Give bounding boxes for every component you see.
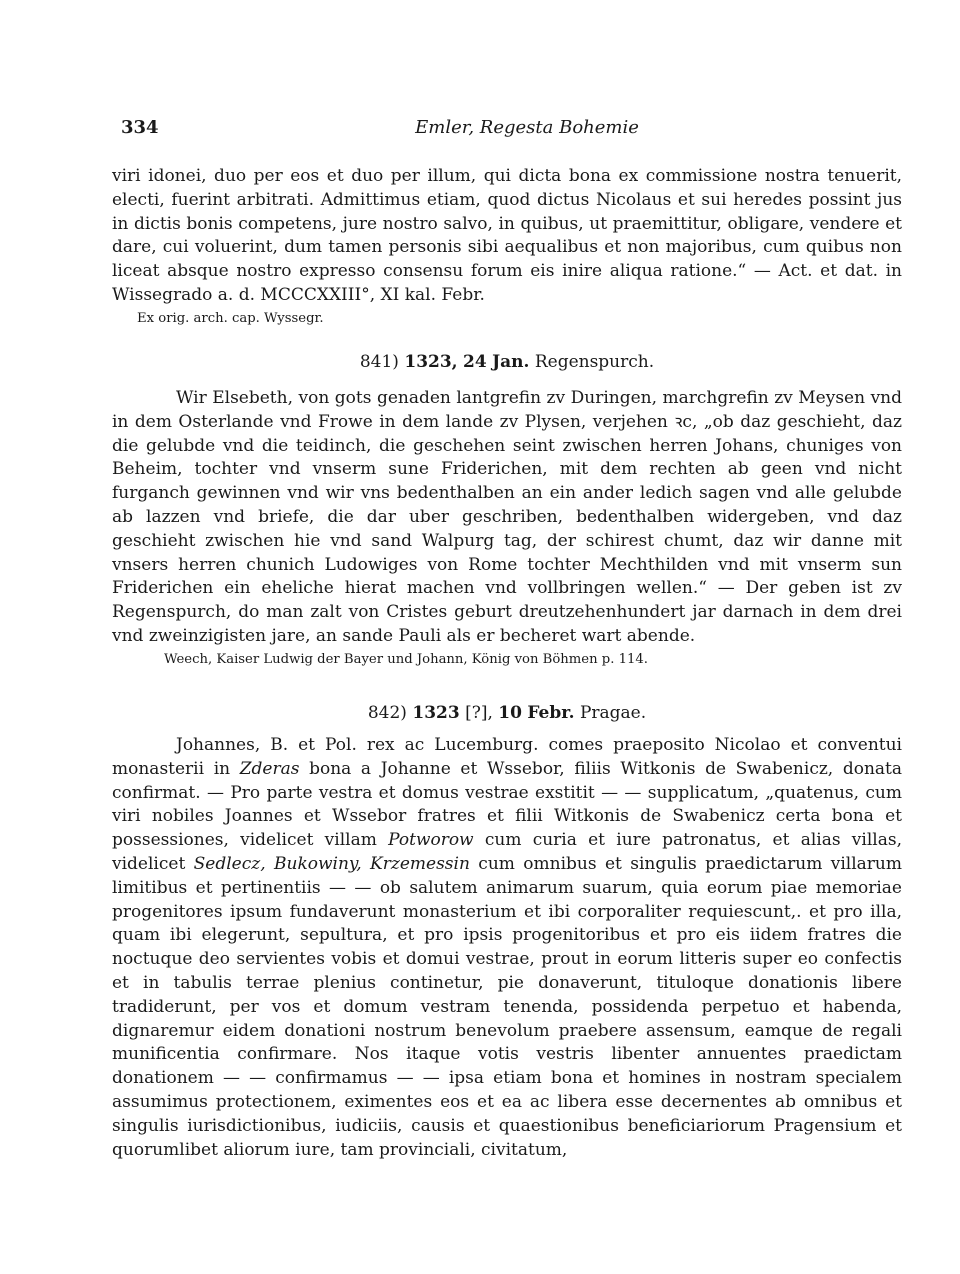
entry-842-text-part-1: Johannes, B. et Pol. rex ac Lucemburg. comes praeposito Nicolao et conventui monasterii in xyxy=(112,735,902,779)
entry-841-month: Jan. xyxy=(492,352,530,372)
entry-841-heading xyxy=(112,352,902,372)
page-number: 334 xyxy=(121,117,159,138)
entry-842-text-part-4: cum omnibus et singulis praedictarum villarum limitibus et pertinentiis — — ob salutem animarum suarum, quia eorum piae memoriae progenitores ipsum fundaverunt monasterium et ibi corporaliter requiescunt,. et pro illa, quam ibi elegerunt, sepultura, et pro ipsis progenitoribus et pro eis iidem fratres die noctuque deo servientes vobis et domui vestrae, prout in eorum litteris super eo confectis et in tabulis terrae plenius continetur, pie donaverunt, tituloque donationis libere tradiderunt, per vos et domum vestram tenenda, possidenda perpetuo et habenda, dignaremur eidem donationi nostrum benevolum praebere assensum, eamque de regali munificentia confirmare. Nos itaque votis vestris libenter annuentes praedictam donationem — — confirmamus — — ipsa etiam bona et homines in nostram specialem assumimus protectionem, eximentes eos et ea ac libera esse decernentes ab omnibus et singulis iurisdictionibus, iudiciis, causis et quaestionibus beneficiariorum Pragensium et quorumlibet aliorum iure, tam provinciali, civitatum, xyxy=(112,853,902,1160)
entry-842-number: 842) xyxy=(367,703,407,723)
entry-841-body xyxy=(112,387,902,671)
entry-842-text xyxy=(112,734,902,1162)
place-names-villages: Sedlecz, Bukowiny, Krzemessin xyxy=(193,853,470,874)
place-name-zderas: Zderas xyxy=(239,758,300,779)
entry-842-text-part-3: cum curia et iure patronatus, et alias villas, videlicet xyxy=(112,830,902,874)
entry-842-month: Febr. xyxy=(527,703,575,723)
page-header xyxy=(112,117,902,143)
carryover-block xyxy=(112,165,902,330)
entry-841-day: 24 xyxy=(463,352,487,372)
carryover-paragraph: viri idonei, duo per eos et duo per illum, qui dicta bona ex commissione nostra tenuerit, electi, fuerint arbitrati. Admittimus etiam, quod dictus Nicolaus et sui heredes possint jus in dictis bonis competens, jure nostro salvo, in quibus, ut praemittitur, obligare, vendere et dare, cui voluerint, dum tamen personis sibi aequalibus et non majoribus, cum quibus non liceat absque nostro expresso consensu forum eis inire aliqua ratione.“ — Act. et dat. in Wissegrado a. d. MCCCXXIII°, XI kal. Febr. xyxy=(112,166,902,305)
entry-841-place: Regenspurch. xyxy=(534,352,655,372)
carryover-source: Ex orig. arch. cap. Wyssegr. xyxy=(137,310,324,326)
entry-841-year: 1323, xyxy=(404,352,458,372)
entry-842-day: 10 xyxy=(498,703,522,723)
entry-841-number: 841) xyxy=(359,352,399,372)
running-title: Emler, Regesta Bohemie xyxy=(415,117,639,138)
entry-842-year: 1323 xyxy=(412,703,460,723)
entry-841-source: Weech, Kaiser Ludwig der Bayer und Johann, König von Böhmen p. 114. xyxy=(164,651,648,667)
entry-842-heading xyxy=(112,703,902,723)
entry-842-text-part-2: bona a Johanne et Wssebor, filiis Witkonis de Swabenicz, donata confirmat. — Pro parte vestra et domus vestrae exstitit — — supplicatum, „quatenus, cum viri nobiles Joannes et Wssebor fratres et filii Witkonis de Swabenicz certa bona et possessiones, videlicet villam xyxy=(112,758,902,851)
entry-842-body xyxy=(112,734,902,1162)
entry-842-qualifier: [?], xyxy=(465,703,493,723)
document-page xyxy=(112,0,902,1274)
entry-841-text: Wir Elsebeth, von gots genaden lantgrefin zv Duringen, marchgrefin zv Meysen vnd in dem Osterlande vnd Frowe in dem lande zv Plysen, verjehen ꝛc, „ob daz geschieht, daz die gelubde vnd die teidinch, die geschehen seint zwischen herren Johans, chuniges von Beheim, tochter vnd vnserm sune Friderichen, mit dem rechten ab geen vnd nicht furganch gewinnen vnd wir vns bedenthalben an ein ander ledich sagen vnd alle gelubde ab lazzen vnd briefe, die dar uber geschriben, bedenthalben widergeben, vnd daz geschieht zwischen hie vnd sand Walpurg tag, der schirest chumt, daz wir danne mit vnsers herren chunich Ludowiges von Rome tochter Mechthilden vnd mit vnserm sun Friderichen ein eheliche hierat machen vnd vollbringen wellen.“ — Der geben ist zv Regenspurch, do man zalt von Cristes geburt dreutzehenhundert jar darnach in dem drei vnd zweinzigisten jare, an sande Pauli als er becheret wart abende. xyxy=(112,388,902,646)
place-name-potworow: Potworow xyxy=(388,830,474,851)
entry-842-place: Pragae. xyxy=(579,703,647,723)
